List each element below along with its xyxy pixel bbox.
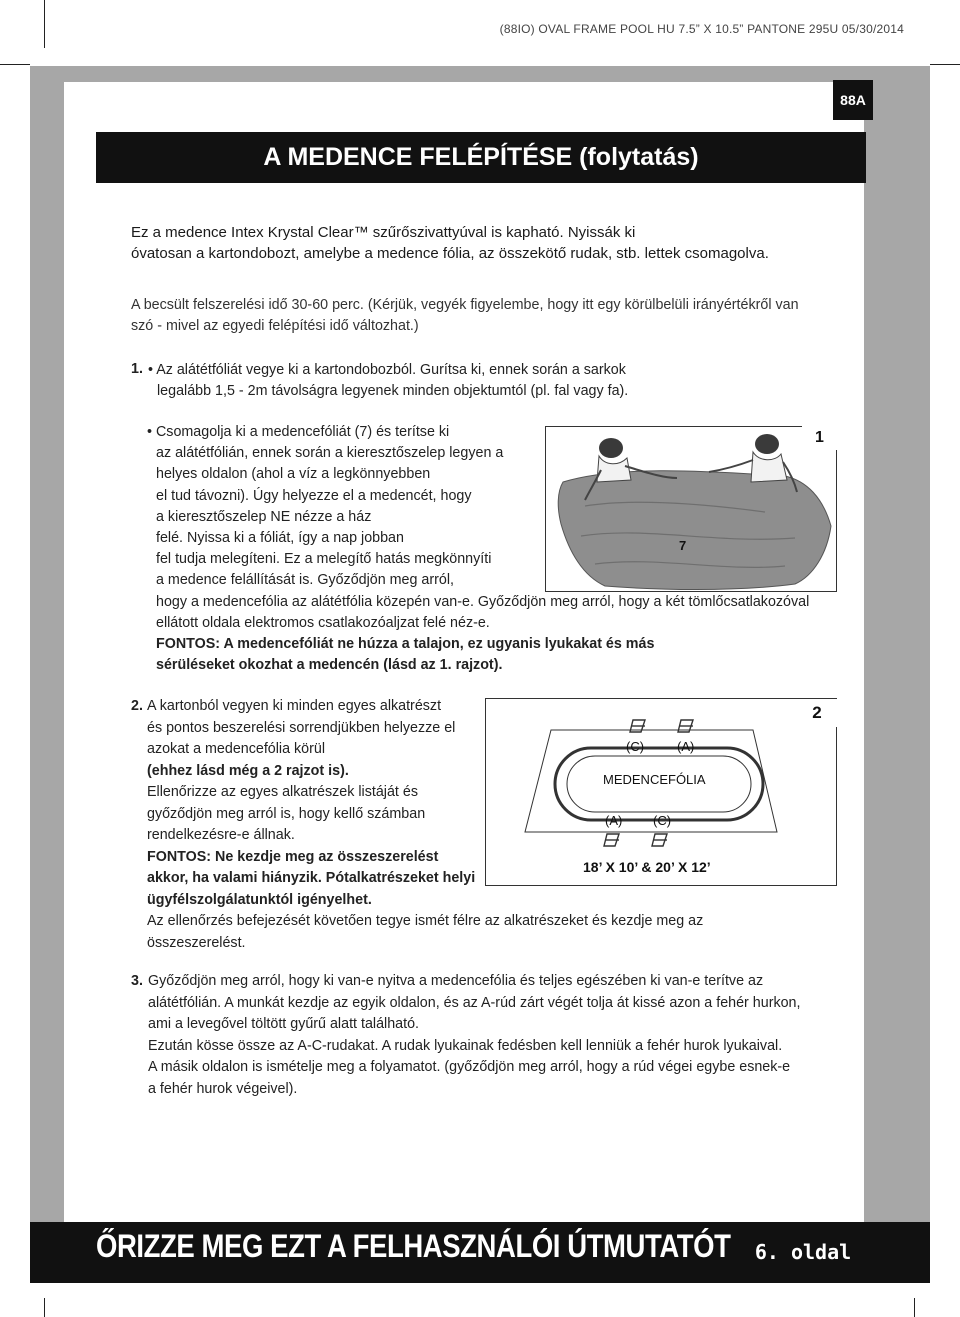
important-note: sérüléseket okozhat a medencén (lásd az 1. rajzot). (156, 657, 503, 674)
print-header: (88IO) OVAL FRAME POOL HU 7.5” X 10.5” PANTONE 295U 05/30/2014 (499, 22, 904, 36)
step-1-body-line: az alátétfólián, ennek során a kieresztőszelep legyen a (156, 445, 504, 462)
step-2-line: azokat a medencefólia körül (147, 741, 326, 757)
step-1-intro (148, 360, 848, 402)
step-2-line: Az ellenőrzés befejezését követően tegye ismét félre az alkatrészeket és kezdje meg az (147, 913, 704, 929)
intro-text (131, 222, 831, 264)
intro-line: Ez a medence Intex Krystal Clear™ szűrőszivattyúval is kapható. Nyissák ki (131, 224, 636, 241)
step-2-number: 2. (131, 698, 143, 714)
figure-2-part-label: (A) (677, 739, 695, 754)
step-2-line: és pontos beszerelési sorrendjükben helyezze el (147, 719, 456, 736)
step-1-number: 1. (131, 361, 143, 377)
step-2-line: győződjön meg arról is, hogy kellő számban (147, 805, 426, 822)
step-3-line: a fehér hurok végeivel). (148, 1080, 298, 1097)
crop-mark (0, 64, 30, 65)
important-note: FONTOS: Ne kezdje meg az összeszerelést (147, 848, 439, 865)
step-1-body-line: a kieresztőszelep NE nézze a ház (156, 508, 372, 525)
important-note: FONTOS: A medencefóliát ne húzza a talajon, ez ugyanis lyukakat és más (156, 636, 655, 653)
figure-1-number: 1 (802, 426, 837, 450)
step-1-body-line: helyes oldalon (ahol a víz a legkönnyebben (156, 466, 431, 483)
estimate-text (131, 295, 851, 337)
keep-manual-notice: ŐRIZZE MEG EZT A FELHASZNÁLÓI ÚTMUTATÓT (96, 1228, 731, 1264)
crop-mark (44, 1298, 45, 1317)
step-2-line: összeszerelést. (147, 934, 246, 951)
step-1-body-line: fel tudja melegíteni. Ez a melegítő hatás megkönnyíti (156, 551, 492, 568)
step-1-line: legalább 1,5 - 2m távolságra legyenek minden objektumtól (pl. fal vagy fa). (157, 383, 629, 399)
figure-1-part-label: 7 (679, 538, 687, 553)
language-label: Magyar (748, 88, 815, 110)
step-3-line: alátétfólián. A munkát kezdje az egyik oldalon, és az A-rúd zárt végét tolja át kissé azon a fehér hurkon, (148, 994, 801, 1011)
step-3-line: A másik oldalon is ismételje meg a folyamatot. (győződjön meg arról, hogy a rúd végei egybe esnek-e (148, 1059, 791, 1075)
crop-mark (930, 64, 960, 65)
step-3-body (148, 971, 848, 1100)
intro-line: óvatosan a kartondobozt, amelybe a medence fólia, az összekötő rudak, stb. lettek csomagolva. (131, 245, 769, 262)
figure-2-sizes: 18’ X 10’ & 20’ X 12’ (583, 859, 711, 875)
step-3-line: Ezután kösse össze az A-C-rudakat. A rudak lyukainak fedésben kell lenniük a fehér hurok lyukaival. (148, 1037, 783, 1054)
step-1-body-line: ellátott oldala elektromos csatlakozóaljzat felé néz-e. (156, 614, 490, 631)
step-1-body-line: • Csomagolja ki a medencefóliát (7) és terítse ki (147, 424, 450, 440)
crop-mark (44, 0, 45, 48)
step-1-body-line: el tud távozni). Úgy helyezze el a medencét, hogy (156, 487, 472, 504)
important-note: akkor, ha valami hiányzik. Pótalkatrészeket helyi (147, 870, 476, 886)
page-code: 88A (833, 80, 873, 120)
step-1-body-line: hogy a medencefólia az alátétfólia közepén van-e. Győződjön meg arról, hogy a két tömlőcsatlakozóval (156, 593, 810, 610)
estimate-line: A becsült felszerelési idő 30-60 perc. (Kérjük, vegyék figyelembe, hogy itt egy körülbelüli irányértékről van (131, 297, 799, 313)
figure-2-part-label: (A) (605, 813, 623, 828)
figure-2-illustration (485, 698, 837, 886)
figure-2-part-label: (C) (626, 739, 645, 754)
figure-2-number: 2 (797, 699, 837, 727)
important-note: ügyfélszolgálatunktól igényelhet. (147, 891, 372, 908)
step-3-line: Győződjön meg arról, hogy ki van-e nyitva a medencefólia és teljes egészében ki van-e terítve az (148, 973, 764, 989)
step-3-line: ami a levegővel töltött gyűrű alatt található. (148, 1016, 420, 1032)
page-title: A MEDENCE FELÉPÍTÉSE (folytatás) (96, 132, 866, 183)
step-2-line: A kartonból vegyen ki minden egyes alkatrészt (147, 698, 442, 714)
estimate-line: szó - mivel az egyedi felépítési idő változhat.) (131, 318, 419, 334)
step-1-line: • Az alátétfóliát vegye ki a kartondobozból. Gurítsa ki, ennek során a sarkok (148, 362, 626, 378)
step-2-line: rendelkezésre-e állnak. (147, 827, 295, 843)
figure-2-liner-label: MEDENCEFÓLIA (603, 772, 706, 787)
step-2-figure-ref: (ehhez lásd még a 2 rajzot is). (147, 762, 349, 779)
step-2-line: Ellenőrizze az egyes alkatrészek listáját és (147, 784, 418, 800)
figure-2-part-label: (C) (653, 813, 672, 828)
figure-1-illustration (545, 426, 837, 592)
crop-mark (914, 1298, 915, 1317)
step-3-number: 3. (131, 973, 143, 989)
step-1-body-line: felé. Nyissa ki a fóliát, így a nap jobban (156, 530, 404, 547)
step-1-body-line: a medence felállítását is. Győződjön meg arról, (156, 572, 455, 589)
page-number: 6. oldal (748, 1228, 858, 1276)
